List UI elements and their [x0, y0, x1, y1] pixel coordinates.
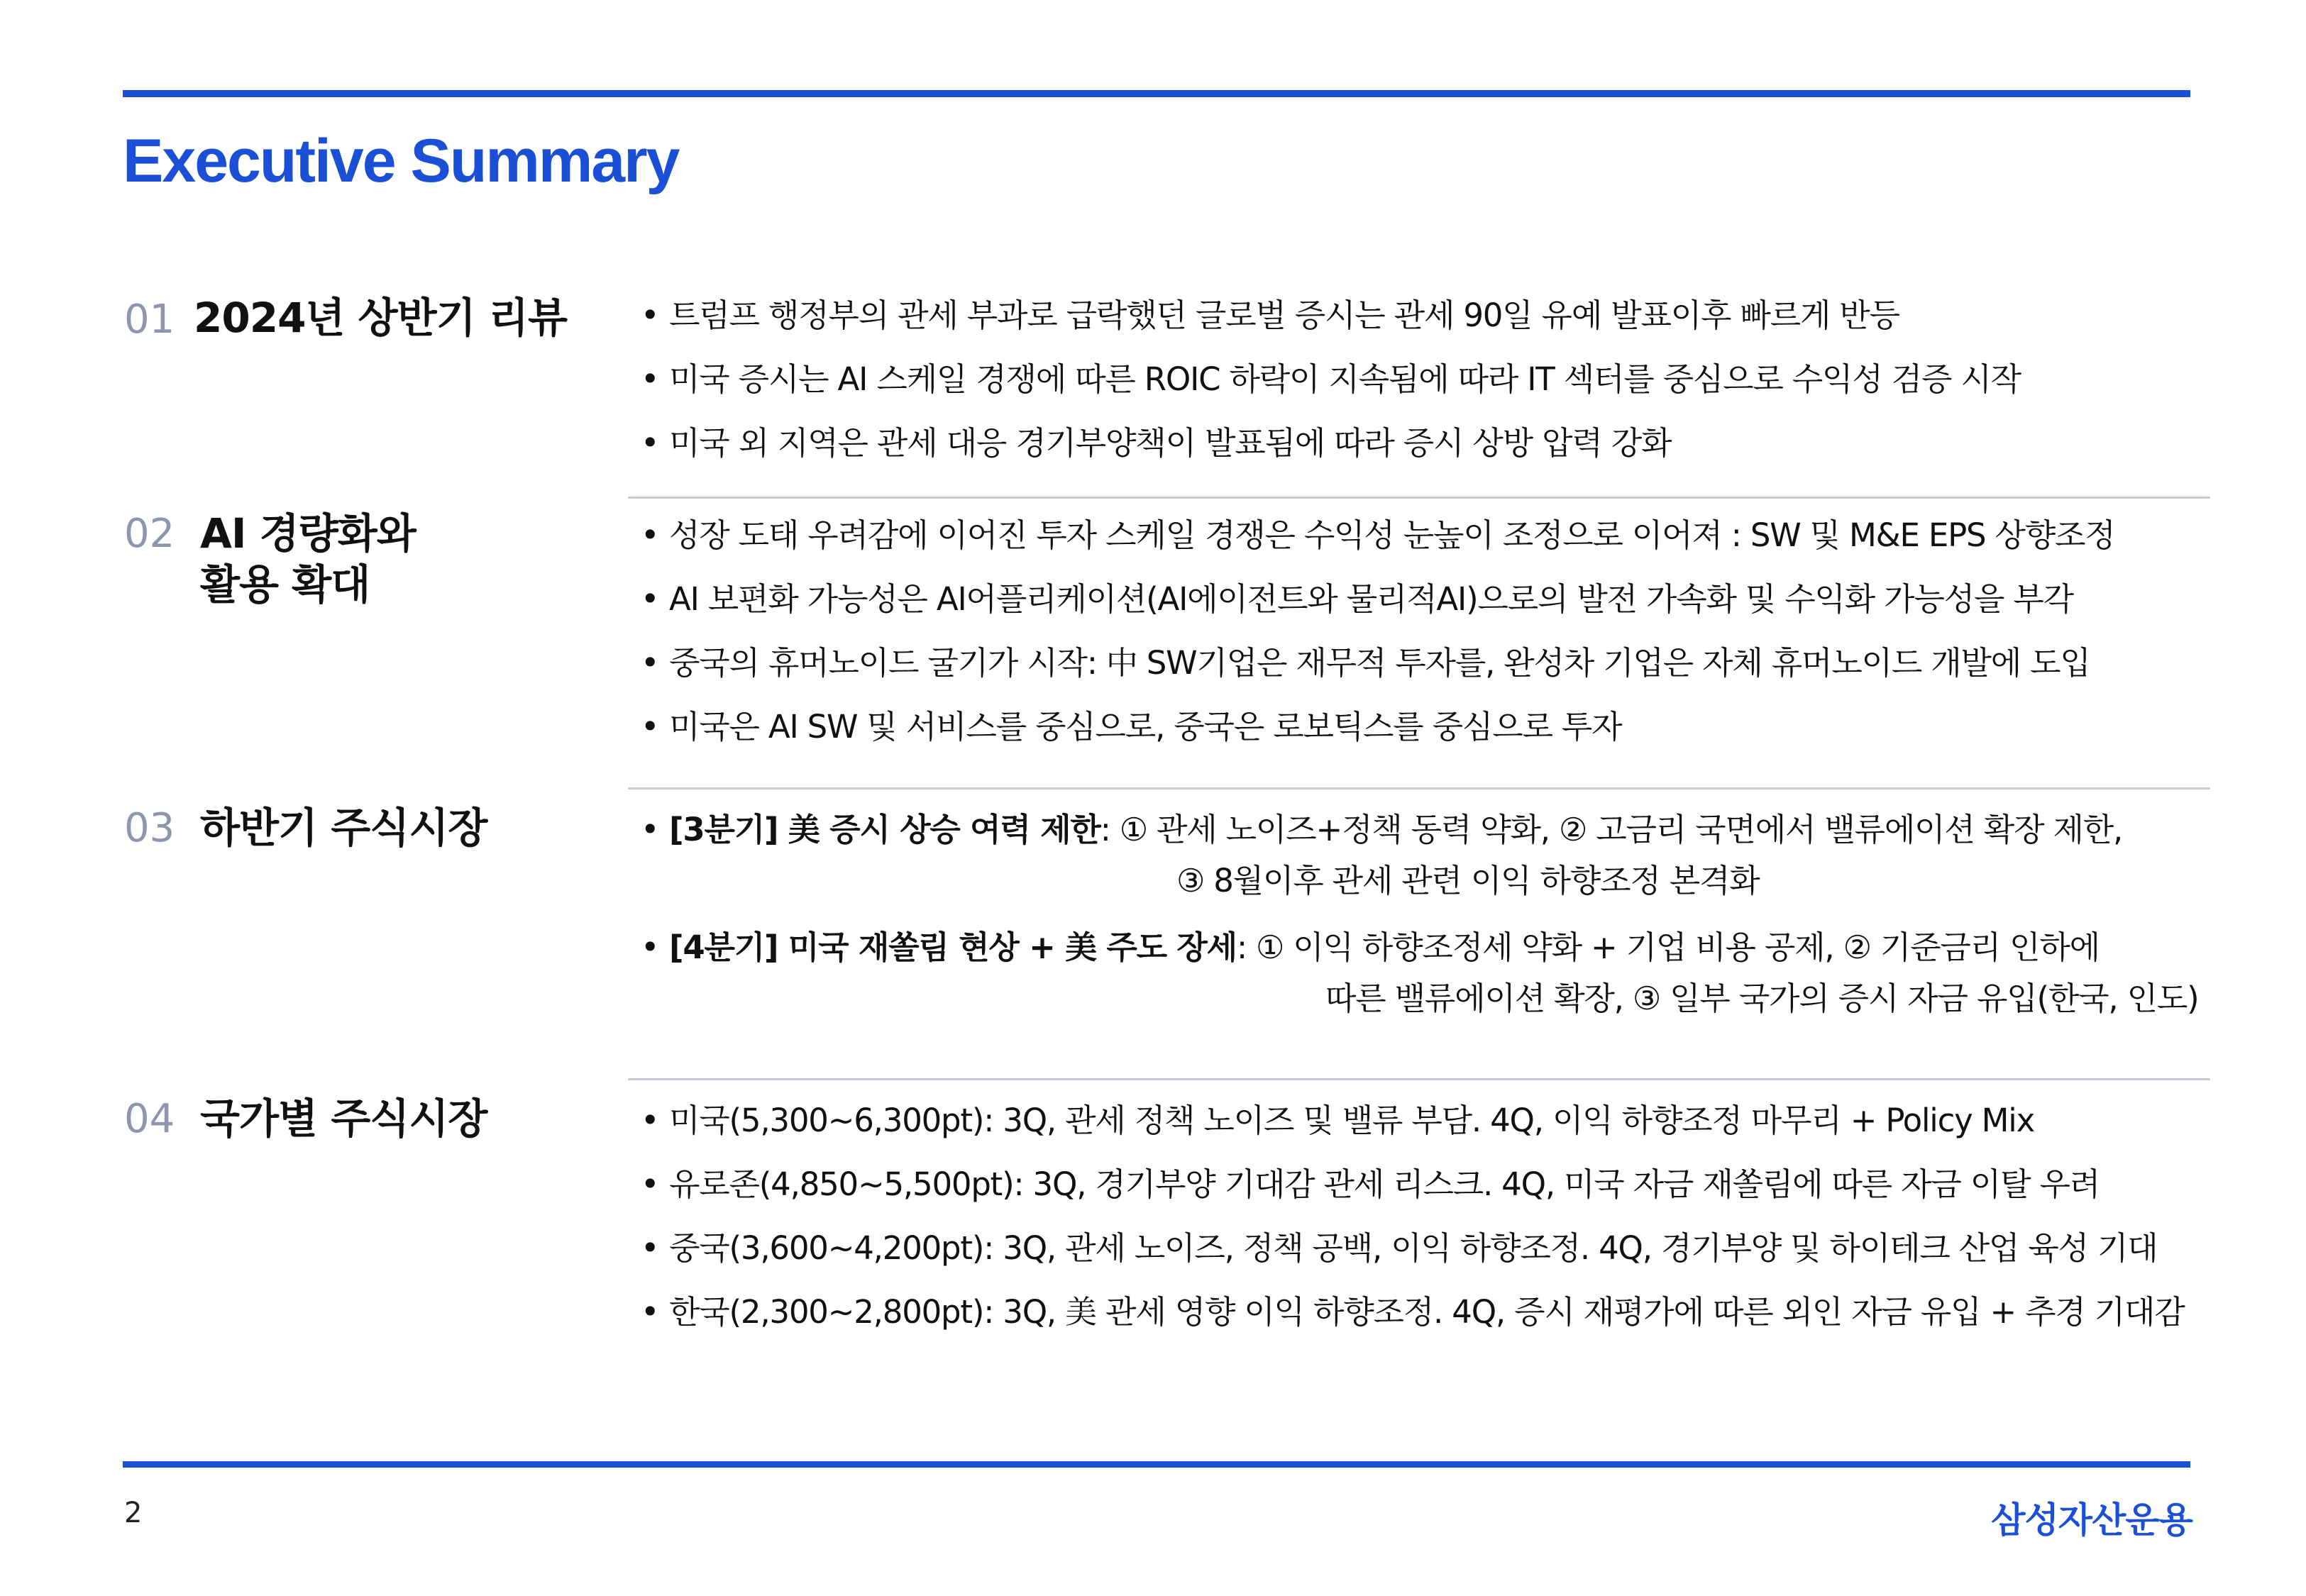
bullet-list [635, 504, 2115, 759]
bullet-item: • 한국(2,300~2,800pt): 3Q, 美 관세 영향 이익 하향조정. 4Q, 증시 재평가에 따른 외인 자금 유입 + 추경 기대감 [635, 1280, 2185, 1344]
section-number: 02 [124, 511, 175, 557]
bullet-list [635, 284, 2021, 475]
bottom-rule [123, 1461, 2190, 1468]
bullet-item: • 미국 증시는 AI 스케일 경쟁에 따른 ROIC 하락이 지속됨에 따라 IT 섹터를 중심으로 수익성 검증 시작 [635, 348, 2021, 411]
section-title-line: 활용 확대 [200, 560, 370, 609]
bullet-item: • 미국은 AI SW 및 서비스를 중심으로, 중국은 로보틱스를 중심으로 투자 [635, 695, 2115, 759]
bullet-item: • AI 보편화 가능성은 AI어플리케이션(AI에이전트와 물리적AI)으로의 발전 가속화 및 수익화 가능성을 부각 [635, 567, 2115, 631]
section-title [200, 508, 416, 610]
section-number: 01 [124, 297, 175, 343]
bullet-continuation: 따른 밸류에이션 확장, ③ 일부 국가의 증시 자금 유입(한국, 인도) [1325, 980, 2199, 1017]
bullet-item: • 중국(3,600~4,200pt): 3Q, 관세 노이즈, 정책 공백, 이익 하향조정. 4Q, 경기부양 및 하이테크 산업 육성 기대 [635, 1217, 2185, 1280]
section-title-line: 하반기 주식시장 [200, 804, 487, 852]
section-title-line: 국가별 주식시장 [200, 1095, 487, 1143]
section-separator [628, 497, 2210, 499]
section-separator [628, 1078, 2210, 1080]
bullet-continuation: ③ 8월이후 관세 관련 이익 하향조정 본격화 [1176, 862, 1760, 899]
bullet-item: • 미국(5,300~6,300pt): 3Q, 관세 정책 노이즈 및 밸류 부담. 4Q, 이익 하향조정 마무리 + Policy Mix [635, 1089, 2185, 1153]
bullet-lead: [3분기] 美 증시 상승 여력 제한 [669, 811, 1100, 848]
bullet-item: • 트럼프 행정부의 관세 부과로 급락했던 글로벌 증시는 관세 90일 유예 발표이후 빠르게 반등 [635, 284, 2021, 348]
section-title-line: AI 경량화와 [200, 509, 416, 558]
top-rule [123, 90, 2190, 97]
section-title-line: 2024년 상반기 리뷰 [194, 294, 567, 342]
section-title [194, 292, 567, 343]
section-title [200, 1093, 487, 1144]
bullet-item: • 유로존(4,850~5,500pt): 3Q, 경기부양 기대감 관세 리스크. 4Q, 미국 자금 재쏠림에 따른 자금 이탈 우려 [635, 1153, 2185, 1217]
page-title: Executive Summary [123, 127, 679, 195]
bullet-list [635, 804, 2198, 1040]
bullet-list [635, 1089, 2185, 1344]
bullet-item: • 미국 외 지역은 관세 대응 경기부양책이 발표됨에 따라 증시 상방 압력 강화 [635, 411, 2021, 475]
bullet-text: : ① 이익 하향조정세 약화 + 기업 비용 공제, ② 기준금리 인하에 [1236, 929, 2100, 966]
bullet-lead: [4분기] 미국 재쏠림 현상 + 美 주도 장세 [669, 929, 1237, 966]
bullet-item [635, 804, 2198, 907]
section-number: 04 [124, 1096, 175, 1142]
section-title [200, 802, 487, 853]
bullet-text: : ① 관세 노이즈+정책 동력 약화, ② 고금리 국면에서 밸류에이션 확장 제한, [1100, 811, 2123, 848]
bullet-item [635, 922, 2198, 1024]
page-number: 2 [124, 1497, 143, 1529]
section-number: 03 [124, 805, 175, 851]
section-separator [628, 787, 2210, 789]
brand-logo: 삼성자산운용 [1991, 1500, 2192, 1541]
bullet-item: • 중국의 휴머노이드 굴기가 시작: 中 SW기업은 재무적 투자를, 완성차 기업은 자체 휴머노이드 개발에 도입 [635, 631, 2115, 695]
bullet-item: • 성장 도태 우려감에 이어진 투자 스케일 경쟁은 수익성 눈높이 조정으로 이어져 : SW 및 M&E EPS 상향조정 [635, 504, 2115, 567]
